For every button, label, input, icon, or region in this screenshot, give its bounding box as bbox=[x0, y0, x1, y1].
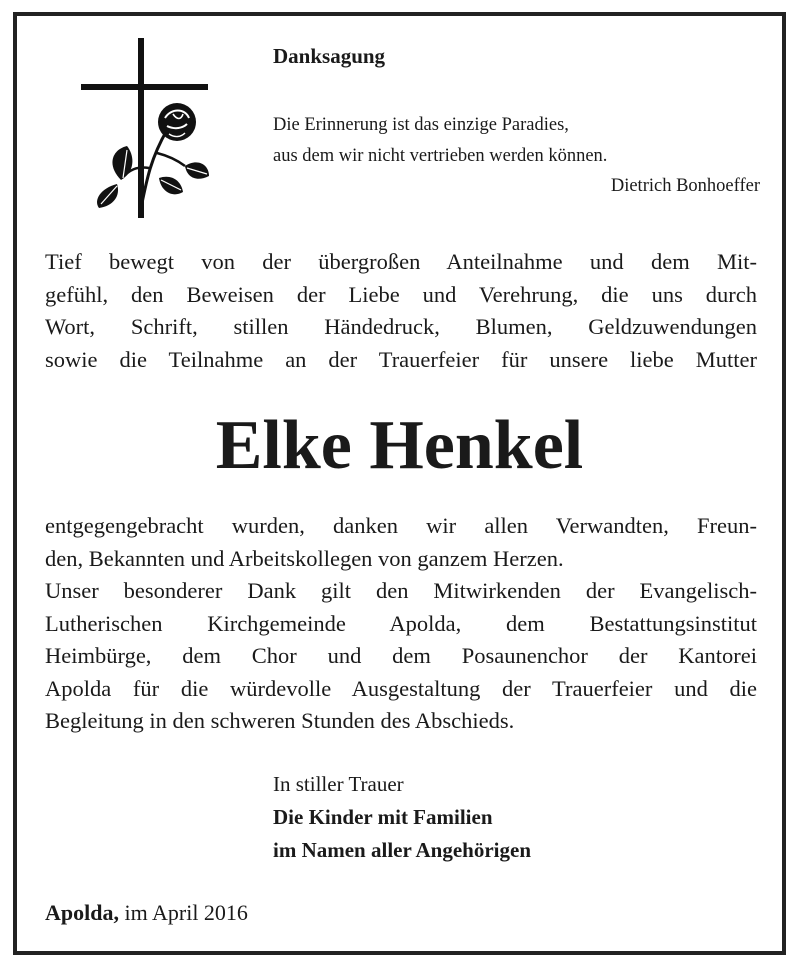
quote-author: Dietrich Bonhoeffer bbox=[610, 176, 760, 196]
place-city: Apolda, bbox=[45, 900, 119, 925]
obituary-frame bbox=[13, 12, 786, 955]
intro-paragraph bbox=[45, 246, 757, 376]
heading-danksagung: Danksagung bbox=[273, 44, 386, 68]
text-line: Tief bewegt von der übergroßen Anteilnahme und dem Mit- bbox=[45, 249, 757, 274]
text-line last: Begleitung in den schweren Stunden des Abschieds. bbox=[45, 708, 515, 733]
quote bbox=[273, 110, 607, 172]
deceased-name: Elke Henkel bbox=[215, 407, 584, 484]
text-line: Apolda für die würdevolle Ausgestaltung der Trauerfeier und die bbox=[45, 675, 757, 701]
text-line: gefühl, den Beweisen der Liebe und Verehrung, die uns durch bbox=[45, 281, 757, 307]
text-line: Wort, Schrift, stillen Händedruck, Blumen, Geldzuwendungen bbox=[45, 314, 757, 339]
thanks-paragraph bbox=[45, 510, 757, 738]
signoff bbox=[273, 768, 531, 867]
quote-line: aus dem wir nicht vertrieben werden können. bbox=[273, 146, 608, 166]
text-line: sowie die Teilnahme an der Trauerfeier für unsere liebe Mutter bbox=[45, 346, 757, 372]
text-line: Heimbürge, dem Chor und dem Posaunenchor der Kantorei bbox=[45, 643, 757, 668]
place-date-text: im April 2016 bbox=[124, 900, 248, 925]
text-line: entgegengebracht wurden, danken wir allen Verwandten, Freun- bbox=[45, 513, 757, 538]
signoff-family: Die Kinder mit Familien bbox=[273, 805, 493, 829]
text-line: Unser besonderer Dank gilt den Mitwirkenden der Evangelisch- bbox=[45, 578, 757, 603]
signoff-relatives: im Namen aller Angehörigen bbox=[273, 838, 532, 862]
signoff-intro: In stiller Trauer bbox=[273, 772, 404, 796]
text-line: Lutherischen Kirchgemeinde Apolda, dem Bestattungsinstitut bbox=[45, 610, 757, 636]
cross-with-rose-icon bbox=[77, 38, 212, 218]
text-line last: den, Bekannten und Arbeitskollegen von ganzem Herzen. bbox=[45, 545, 564, 571]
quote-line: Die Erinnerung ist das einzige Paradies, bbox=[273, 115, 569, 135]
place-date bbox=[45, 900, 248, 926]
